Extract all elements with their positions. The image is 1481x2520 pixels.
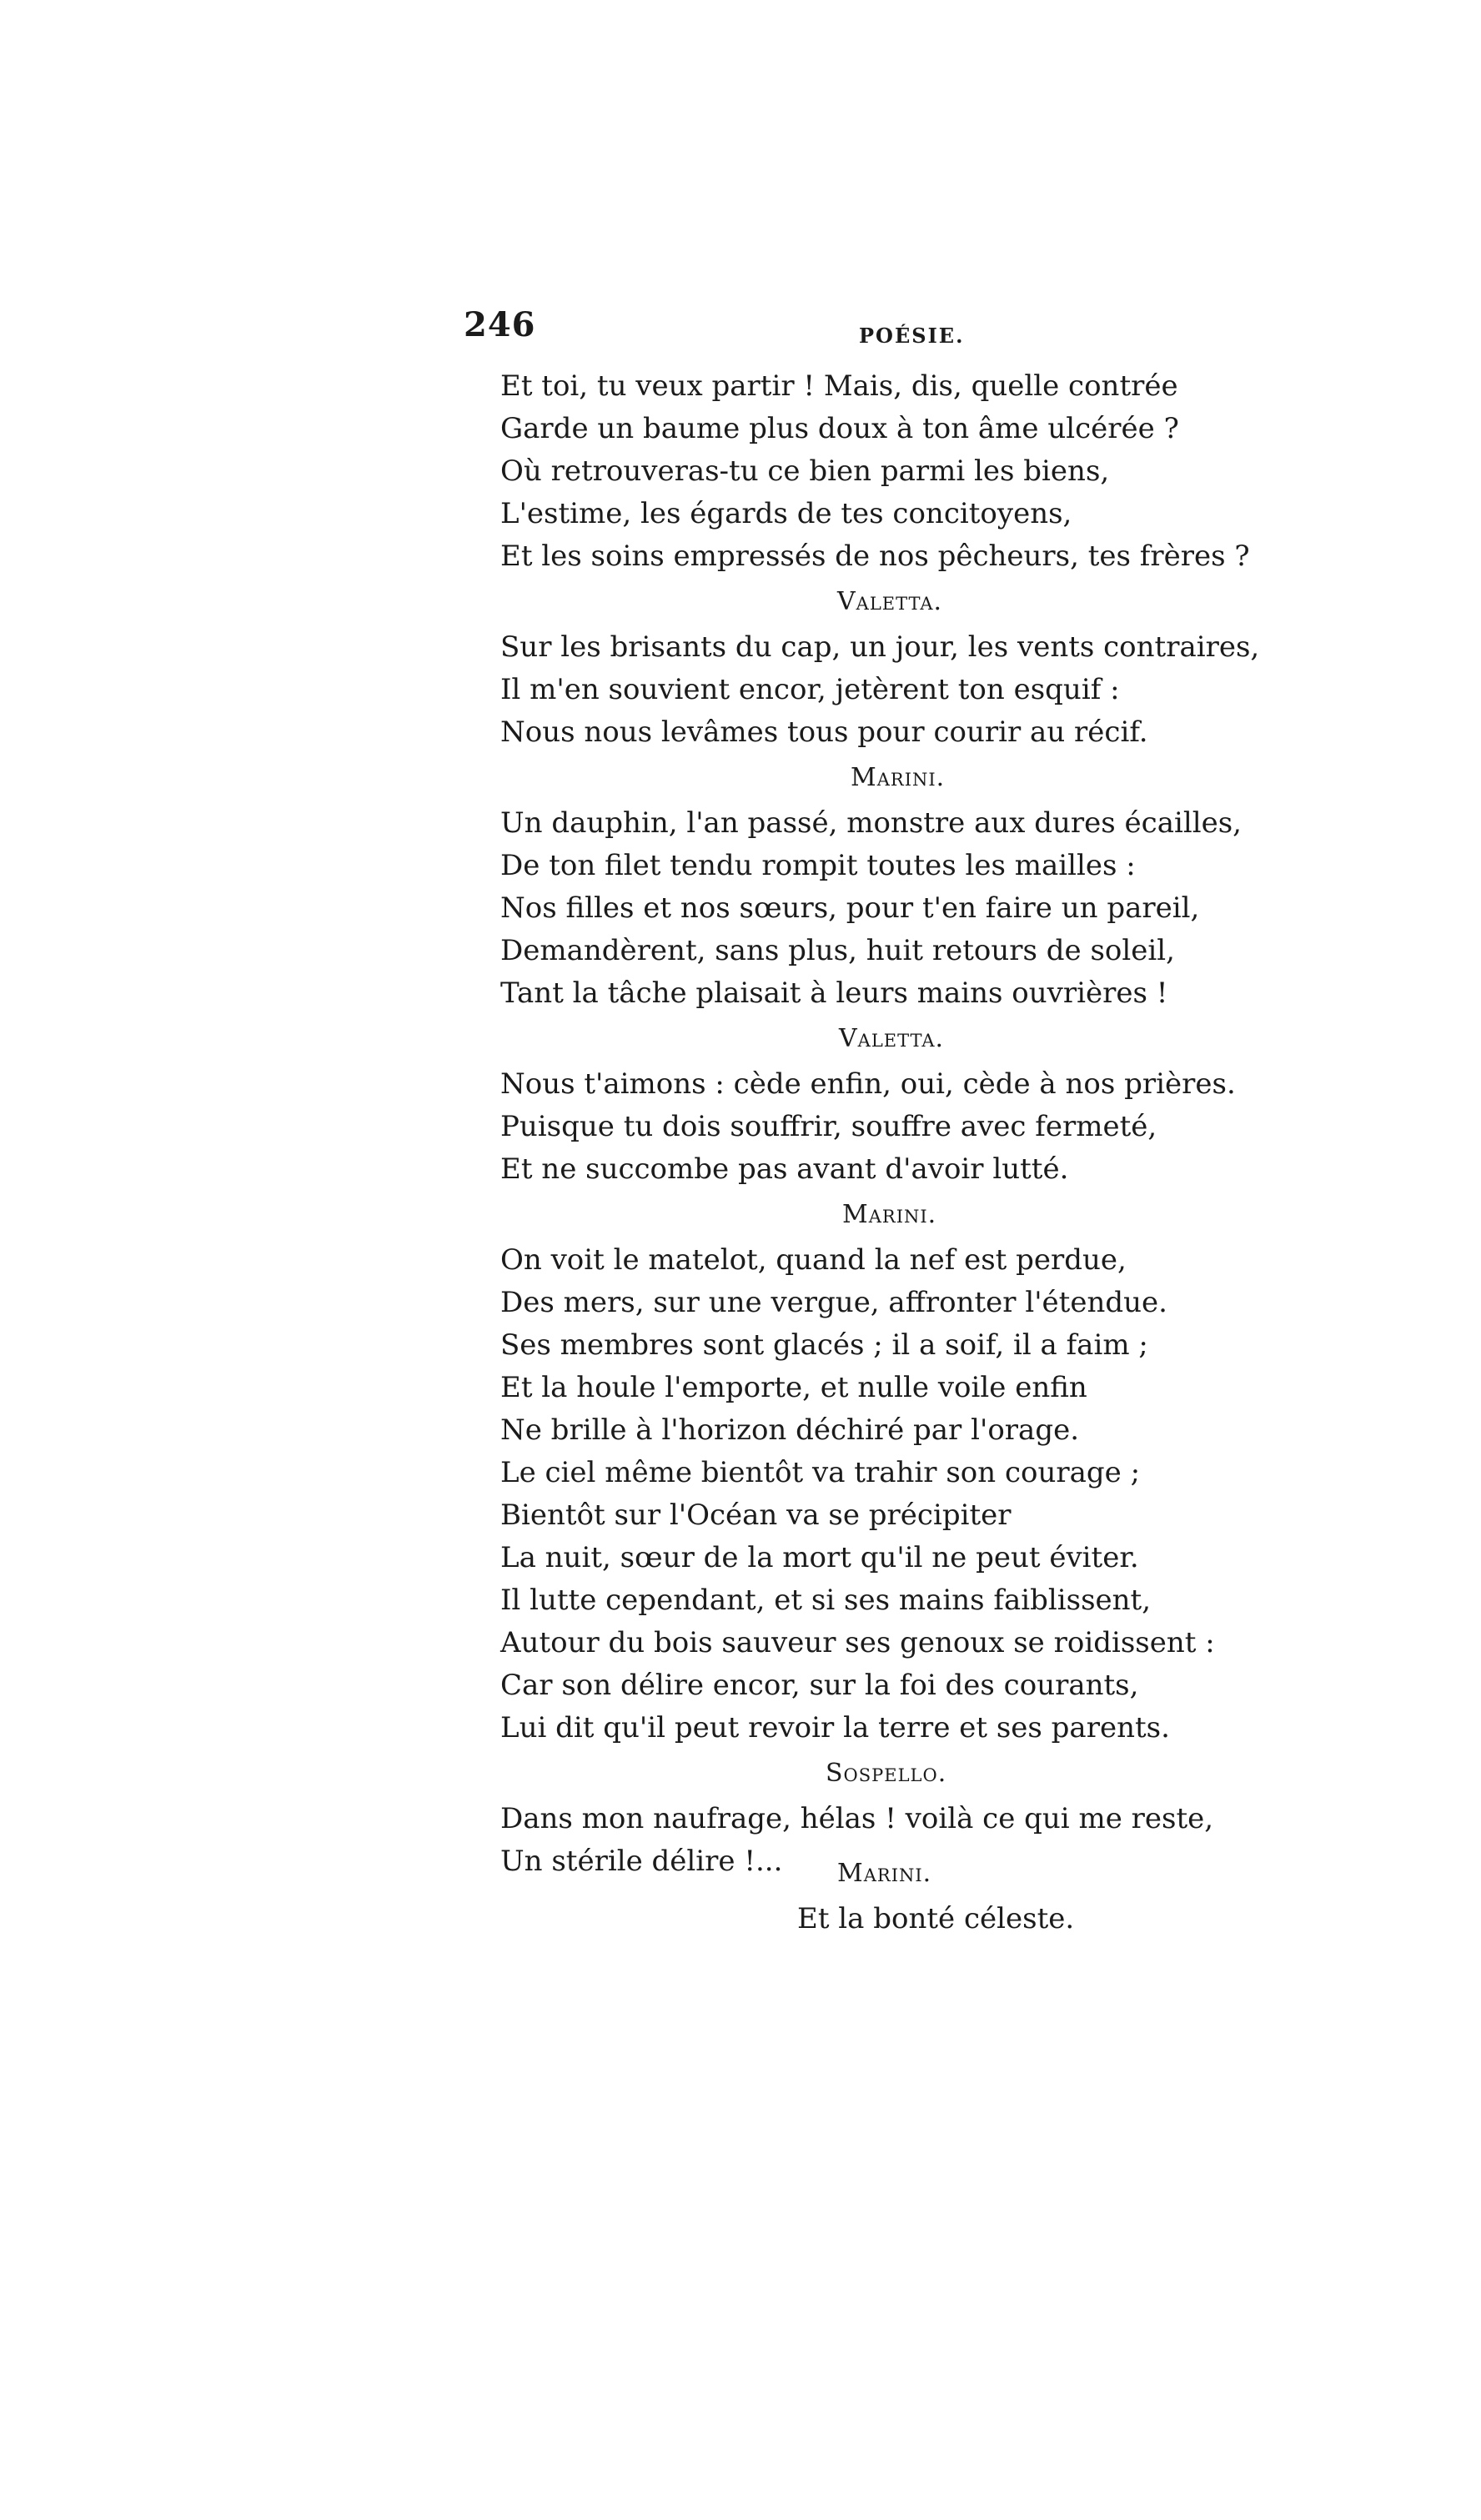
- verse-line: Dans mon naufrage, hélas ! voilà ce qui me reste,: [500, 1802, 1214, 1835]
- speaker-name: Valetta.: [837, 587, 943, 616]
- stanza-5: [500, 1191, 1334, 1749]
- speaker-name: Marini.: [837, 1859, 932, 1888]
- verse-line: Et la houle l'emporte, et nulle voile enfin: [500, 1371, 1087, 1404]
- verse-line: De ton filet tendu rompit toutes les mailles :: [500, 849, 1136, 882]
- verse-line: Autour du bois sauveur ses genoux se roidissent :: [500, 1626, 1215, 1659]
- verse-line: Il m'en souvient encor, jetèrent ton esquif :: [500, 673, 1120, 706]
- verse-line: L'estime, les égards de tes concitoyens,: [500, 497, 1072, 530]
- speaker-name: Marini.: [842, 1200, 937, 1229]
- running-title: POÉSIE.: [859, 324, 965, 348]
- verse-line: Un dauphin, l'an passé, monstre aux dures écailles,: [500, 806, 1242, 840]
- verse-line: Et toi, tu veux partir ! Mais, dis, quelle contrée: [500, 369, 1178, 403]
- poem-text: [500, 365, 1334, 1940]
- verse-line: Un stérile délire !...: [500, 1845, 783, 1878]
- verse-line: Ses membres sont glacés ; il a soif, il a faim ;: [500, 1328, 1148, 1362]
- verse-line: Il lutte cependant, et si ses mains faiblissent,: [500, 1584, 1152, 1617]
- verse-line: Puisque tu dois souffrir, souffre avec fermeté,: [500, 1110, 1157, 1143]
- verse-line: Et la bonté céleste.: [797, 1902, 1075, 1935]
- verse-line: Nos filles et nos sœurs, pour t'en faire un pareil,: [500, 891, 1200, 925]
- verse-line: Car son délire encor, sur la foi des courants,: [500, 1669, 1139, 1702]
- stanza-3: [500, 754, 1334, 1015]
- stanza-1: [500, 365, 1334, 578]
- page-header: [0, 0, 1481, 348]
- verse-line: On voit le matelot, quand la nef est perdue,: [500, 1243, 1127, 1277]
- verse-line: Sur les brisants du cap, un jour, les vents contraires,: [500, 630, 1260, 664]
- verse-line: Et ne succombe pas avant d'avoir lutté.: [500, 1152, 1069, 1186]
- verse-line: Garde un baume plus doux à ton âme ulcérée ?: [500, 412, 1179, 445]
- verse-line: Lui dit qu'il peut revoir la terre et ses parents.: [500, 1711, 1170, 1744]
- speaker-name: Marini.: [851, 763, 946, 792]
- verse-line: Bientôt sur l'Océan va se précipiter: [500, 1498, 1012, 1532]
- verse-line: Nous nous levâmes tous pour courir au récif.: [500, 715, 1148, 749]
- page-number: 246: [464, 305, 536, 344]
- speaker-name: Sospello.: [826, 1759, 947, 1788]
- verse-line: Demandèrent, sans plus, huit retours de soleil,: [500, 934, 1175, 967]
- verse-line: Le ciel même bientôt va trahir son courage ;: [500, 1456, 1141, 1489]
- stanza-2: [500, 578, 1334, 754]
- verse-line: Ne brille à l'horizon déchiré par l'orage.: [500, 1413, 1080, 1447]
- verse-line: Où retrouveras-tu ce bien parmi les biens,: [500, 454, 1110, 488]
- verse-line: Des mers, sur une vergue, affronter l'étendue.: [500, 1286, 1167, 1319]
- verse-line: Tant la tâche plaisait à leurs mains ouvrières !: [500, 976, 1168, 1010]
- verse-line: Nous t'aimons : cède enfin, oui, cède à nos prières.: [500, 1067, 1236, 1101]
- speaker-name: Valetta.: [839, 1024, 945, 1053]
- stanza-4: [500, 1015, 1334, 1191]
- verse-line: Et les soins empressés de nos pêcheurs, tes frères ?: [500, 540, 1250, 573]
- verse-line: La nuit, sœur de la mort qu'il ne peut éviter.: [500, 1541, 1139, 1574]
